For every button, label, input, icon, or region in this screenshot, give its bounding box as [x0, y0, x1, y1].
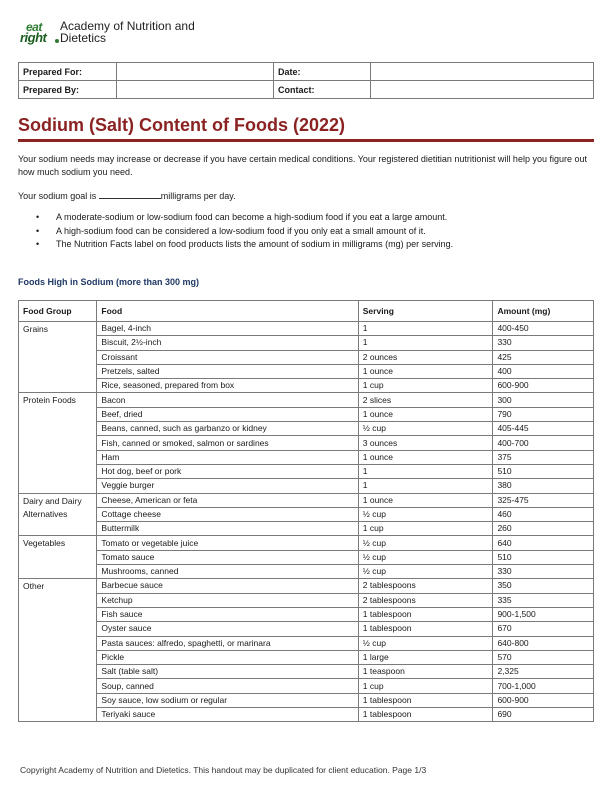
table-row: [19, 536, 594, 550]
table-row: [19, 650, 594, 664]
tip-item: • A high-sodium food can be considered a low-sodium food if you only eat a small amount of it.: [36, 225, 453, 239]
prepared-by-label: Prepared By:: [19, 81, 117, 99]
amount-cell: 380: [493, 479, 594, 493]
amount-cell: 325-475: [493, 493, 594, 507]
table-row: [19, 708, 594, 722]
prepared-for-field[interactable]: [117, 63, 274, 81]
table-row: [19, 436, 594, 450]
amount-cell: 400: [493, 364, 594, 378]
amount-cell: 640: [493, 536, 594, 550]
food-cell: Cottage cheese: [97, 507, 358, 521]
food-cell: Rice, seasoned, prepared from box: [97, 379, 358, 393]
amount-cell: 350: [493, 579, 594, 593]
amount-cell: 690: [493, 708, 594, 722]
serving-cell: 2 tablespoons: [358, 593, 493, 607]
logo-org-name: Academy of Nutrition and Dietetics: [60, 19, 195, 45]
serving-cell: ½ cup: [358, 636, 493, 650]
table-row: [19, 622, 594, 636]
logo-dot-icon: [55, 39, 59, 43]
table-row: [19, 393, 594, 407]
table-row: [19, 507, 594, 521]
serving-cell: 1 tablespoon: [358, 708, 493, 722]
amount-cell: 400-450: [493, 322, 594, 336]
table-row: [19, 679, 594, 693]
table-row: [19, 364, 594, 378]
serving-cell: ½ cup: [358, 536, 493, 550]
amount-cell: 570: [493, 650, 594, 664]
serving-cell: 2 ounces: [358, 350, 493, 364]
amount-cell: 260: [493, 522, 594, 536]
food-group-cell: Dairy and Dairy Alternatives: [19, 493, 97, 536]
prepared-info-table: [18, 62, 594, 99]
prepared-for-label: Prepared For:: [19, 63, 117, 81]
goal-text-after: milligrams per day.: [160, 191, 236, 201]
serving-cell: 1 tablespoon: [358, 607, 493, 621]
serving-cell: 1 cup: [358, 379, 493, 393]
goal-blank-field[interactable]: [99, 190, 161, 199]
amount-cell: 330: [493, 565, 594, 579]
food-group-cell: Grains: [19, 322, 97, 393]
serving-cell: 1 ounce: [358, 493, 493, 507]
title-divider: [18, 139, 594, 142]
table-row: [19, 336, 594, 350]
header-food-group: Food Group: [19, 301, 97, 322]
page-title: Sodium (Salt) Content of Foods (2022): [18, 115, 345, 135]
logo-eat-text: eat: [26, 20, 42, 34]
amount-cell: 600-900: [493, 693, 594, 707]
food-cell: Oyster sauce: [97, 622, 358, 636]
amount-cell: 600-900: [493, 379, 594, 393]
food-cell: Tomato or vegetable juice: [97, 536, 358, 550]
serving-cell: 1: [358, 322, 493, 336]
amount-cell: 405-445: [493, 422, 594, 436]
table-row: [19, 636, 594, 650]
table-row: [19, 665, 594, 679]
serving-cell: 1 ounce: [358, 364, 493, 378]
table-row: [19, 550, 594, 564]
table-row: [19, 422, 594, 436]
amount-cell: 670: [493, 622, 594, 636]
copyright-footer: Copyright Academy of Nutrition and Dietetics. This handout may be duplicated for client education. Page 1/3: [20, 765, 427, 775]
table-row: [19, 607, 594, 621]
eat-right-logo-mark: [20, 20, 58, 46]
table-row: [19, 379, 594, 393]
serving-cell: 1 ounce: [358, 407, 493, 421]
table-row: [19, 407, 594, 421]
contact-field[interactable]: [371, 81, 594, 99]
tips-list: [36, 211, 453, 252]
serving-cell: 1 tablespoon: [358, 693, 493, 707]
food-cell: Soy sauce, low sodium or regular: [97, 693, 358, 707]
tip-item: • The Nutrition Facts label on food products lists the amount of sodium in milligrams (mg) per serving.: [36, 238, 453, 252]
amount-cell: 510: [493, 464, 594, 478]
contact-label: Contact:: [274, 81, 371, 99]
serving-cell: 1 cup: [358, 522, 493, 536]
serving-cell: ½ cup: [358, 550, 493, 564]
date-field[interactable]: [371, 63, 594, 81]
food-cell: Veggie burger: [97, 479, 358, 493]
food-cell: Hot dog, beef or pork: [97, 464, 358, 478]
food-cell: Pretzels, salted: [97, 364, 358, 378]
intro-paragraph: Your sodium needs may increase or decrease if you have certain medical conditions. Your registered dietitian nutritionist will help you figure out how much sodium you need.: [18, 154, 587, 177]
table-row: [19, 565, 594, 579]
amount-cell: 330: [493, 336, 594, 350]
section-heading: Foods High in Sodium (more than 300 mg): [18, 277, 200, 287]
serving-cell: 1 cup: [358, 679, 493, 693]
sodium-goal-line: [18, 190, 236, 201]
food-cell: Soup, canned: [97, 679, 358, 693]
food-group-cell: Vegetables: [19, 536, 97, 579]
table-row: [19, 464, 594, 478]
food-cell: Ham: [97, 450, 358, 464]
food-cell: Pickle: [97, 650, 358, 664]
table-row: [19, 493, 594, 507]
serving-cell: 1: [358, 336, 493, 350]
serving-cell: 2 tablespoons: [358, 579, 493, 593]
serving-cell: ½ cup: [358, 422, 493, 436]
amount-cell: 510: [493, 550, 594, 564]
food-cell: Tomato sauce: [97, 550, 358, 564]
food-cell: Salt (table salt): [97, 665, 358, 679]
amount-cell: 790: [493, 407, 594, 421]
food-cell: Croissant: [97, 350, 358, 364]
food-cell: Fish, canned or smoked, salmon or sardines: [97, 436, 358, 450]
amount-cell: 375: [493, 450, 594, 464]
table-row: [19, 593, 594, 607]
food-cell: Mushrooms, canned: [97, 565, 358, 579]
food-group-cell: Other: [19, 579, 97, 722]
food-cell: Bacon: [97, 393, 358, 407]
serving-cell: 1 large: [358, 650, 493, 664]
goal-text-before: Your sodium goal is: [18, 191, 99, 201]
amount-cell: 460: [493, 507, 594, 521]
serving-cell: ½ cup: [358, 507, 493, 521]
food-cell: Beans, canned, such as garbanzo or kidney: [97, 422, 358, 436]
date-label: Date:: [274, 63, 371, 81]
table-row: [19, 450, 594, 464]
amount-cell: 300: [493, 393, 594, 407]
serving-cell: 1: [358, 479, 493, 493]
serving-cell: 1 ounce: [358, 450, 493, 464]
table-row: [19, 479, 594, 493]
high-sodium-foods-table: [18, 300, 594, 722]
serving-cell: 2 slices: [358, 393, 493, 407]
table-row: [19, 322, 594, 336]
food-cell: Beef, dried: [97, 407, 358, 421]
food-cell: Bagel, 4-inch: [97, 322, 358, 336]
serving-cell: ½ cup: [358, 565, 493, 579]
table-row: [19, 350, 594, 364]
table-row: [19, 579, 594, 593]
amount-cell: 425: [493, 350, 594, 364]
food-cell: Cheese, American or feta: [97, 493, 358, 507]
serving-cell: 3 ounces: [358, 436, 493, 450]
amount-cell: 900-1,500: [493, 607, 594, 621]
prepared-by-field[interactable]: [117, 81, 274, 99]
food-cell: Barbecue sauce: [97, 579, 358, 593]
amount-cell: 700-1,000: [493, 679, 594, 693]
table-header-row: [19, 301, 594, 322]
food-cell: Teriyaki sauce: [97, 708, 358, 722]
food-group-cell: Protein Foods: [19, 393, 97, 493]
serving-cell: 1 teaspoon: [358, 665, 493, 679]
food-cell: Pasta sauces: alfredo, spaghetti, or marinara: [97, 636, 358, 650]
food-cell: Ketchup: [97, 593, 358, 607]
table-row: [19, 522, 594, 536]
table-row: [19, 693, 594, 707]
amount-cell: 640-800: [493, 636, 594, 650]
logo-right-text: right: [20, 30, 47, 45]
serving-cell: 1: [358, 464, 493, 478]
food-cell: Biscuit, 2½-inch: [97, 336, 358, 350]
amount-cell: 2,325: [493, 665, 594, 679]
serving-cell: 1 tablespoon: [358, 622, 493, 636]
food-cell: Buttermilk: [97, 522, 358, 536]
amount-cell: 335: [493, 593, 594, 607]
food-cell: Fish sauce: [97, 607, 358, 621]
header-food: Food: [97, 301, 358, 322]
amount-cell: 400-700: [493, 436, 594, 450]
header-serving: Serving: [358, 301, 493, 322]
header-amount: Amount (mg): [493, 301, 594, 322]
tip-item: • A moderate-sodium or low-sodium food can become a high-sodium food if you eat a large amount.: [36, 211, 453, 225]
